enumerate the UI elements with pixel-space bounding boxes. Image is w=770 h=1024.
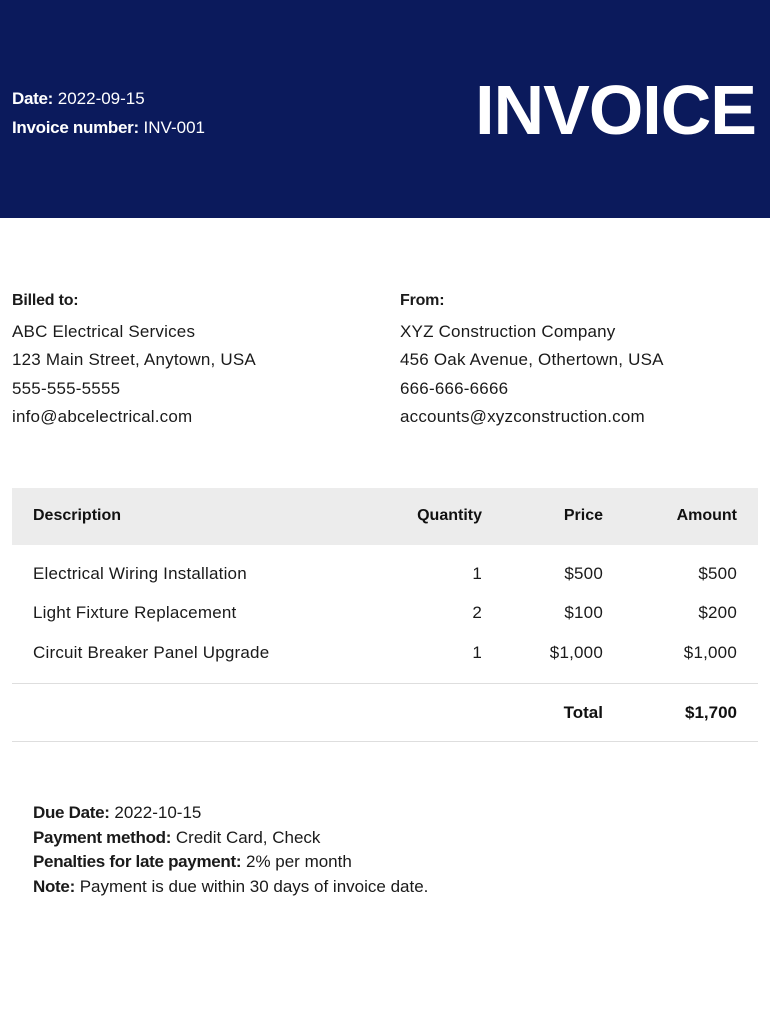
header-quantity: Quantity <box>417 507 482 524</box>
table-row <box>12 603 758 627</box>
note-line <box>33 875 428 900</box>
row-description: Light Fixture Replacement <box>33 603 237 622</box>
total-value: $1,700 <box>685 703 737 722</box>
table-bottom-divider <box>12 741 758 742</box>
row-quantity: 2 <box>472 603 482 622</box>
due-date-value: 2022-10-15 <box>114 803 202 822</box>
header-description: Description <box>33 507 122 524</box>
penalty-label: Penalties for late payment: <box>33 852 242 871</box>
invoice-number-label: Invoice number: <box>12 118 139 137</box>
payment-method-line <box>33 826 428 851</box>
invoice-number-value: INV-001 <box>143 118 205 137</box>
date-value: 2022-09-15 <box>57 89 145 108</box>
billed-to-heading: Billed to: <box>12 292 79 309</box>
line-items-table <box>12 488 758 722</box>
table-header <box>12 488 758 545</box>
header-price: Price <box>563 507 603 524</box>
row-amount: $500 <box>698 564 737 583</box>
total-row <box>12 703 758 727</box>
date-label: Date: <box>12 89 54 108</box>
table-body <box>12 545 758 685</box>
penalty-value: 2% per month <box>245 852 352 871</box>
total-label: Total <box>563 703 603 722</box>
due-date-label: Due Date: <box>33 803 110 822</box>
billed-to-phone: 555-555-5555 <box>12 378 121 398</box>
billed-to-email: info@abcelectrical.com <box>12 407 193 426</box>
table-row <box>12 643 758 667</box>
invoice-number <box>12 113 205 142</box>
payment-method-value: Credit Card, Check <box>175 827 321 847</box>
penalty-line <box>33 850 428 875</box>
from-email: accounts@xyzconstruction.com <box>400 407 645 426</box>
invoice-meta <box>12 84 205 142</box>
table-row <box>12 564 758 588</box>
row-price: $500 <box>564 564 603 583</box>
from-section <box>400 287 664 432</box>
row-amount: $200 <box>698 603 737 622</box>
payment-terms <box>33 801 428 899</box>
due-date-line <box>33 801 428 826</box>
invoice-header <box>0 0 770 218</box>
row-price: $1,000 <box>549 643 603 662</box>
row-description: Circuit Breaker Panel Upgrade <box>33 643 270 662</box>
invoice-title: INVOICE <box>475 71 756 149</box>
table-divider <box>12 683 758 684</box>
billed-to-address: 123 Main Street, Anytown, USA <box>12 350 256 369</box>
note-label: Note: <box>33 876 75 896</box>
billed-to-name: ABC Electrical Services <box>12 321 196 341</box>
row-description: Electrical Wiring Installation <box>33 564 247 583</box>
row-quantity: 1 <box>472 564 482 583</box>
billed-to-section <box>12 287 256 432</box>
from-heading: From: <box>400 292 445 309</box>
header-amount: Amount <box>676 507 737 524</box>
from-address: 456 Oak Avenue, Othertown, USA <box>400 350 664 369</box>
row-quantity: 1 <box>472 643 482 662</box>
invoice-date <box>12 84 205 113</box>
from-name: XYZ Construction Company <box>400 321 616 341</box>
row-amount: $1,000 <box>683 643 737 662</box>
payment-method-label: Payment method: <box>33 827 172 847</box>
from-phone: 666-666-6666 <box>400 378 509 398</box>
row-price: $100 <box>564 603 603 622</box>
note-value: Payment is due within 30 days of invoice date. <box>79 876 429 896</box>
